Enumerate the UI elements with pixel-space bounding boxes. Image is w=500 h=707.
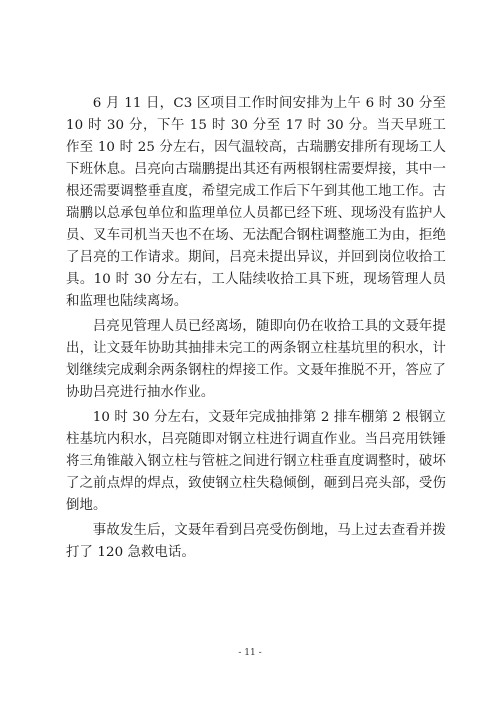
document-body <box>66 93 446 567</box>
paragraph-accident-process: 10 时 30 分左右，文聂年完成抽排第 2 排车棚第 2 根钢立柱基坑内积水，吕亮随即对钢立柱进行调直作业。当吕亮用铁锤将三角锥敲入钢立柱与管桩之间进行钢立柱垂直度调整时，破坏了之前点焊的焊点，致使钢立柱失稳倾倒，砸到吕亮头部，受伤倒地。 <box>66 410 446 513</box>
paragraph-request-assistance: 吕亮见管理人员已经离场，随即向仍在收拾工具的文聂年提出，让文聂年协助其抽排未完工的两条钢立柱基坑里的积水，计划继续完成剩余两条钢柱的焊接工作。文聂年推脱不开，答应了协助吕亮进行抽水作业。 <box>66 319 446 400</box>
paragraph-work-schedule: 6 月 11 日，C3 区项目工作时间安排为上午 6 时 30 分至 10 时 30 分，下午 15 时 30 分至 17 时 30 分。当天早班工作至 10 时 25 分左右，因气温较高，古瑞鹏安排所有现场工人下班休息。吕亮向古瑞鹏提出其还有两根钢柱需要焊接，其中一根还需要调整垂直度，希望完成工作后下午到其他工地工作。古瑞鹏以总承包单位和监理单位人员都已经下班、现场没有监护人员、叉车司机当天也不在场、无法配合钢柱调整施工为由，拒绝了吕亮的工作请求。期间，吕亮未提出异议，并回到岗位收拾工具。10 时 30 分左右，工人陆续收拾工具下班，现场管理人员和监理也陆续离场。 <box>66 96 446 309</box>
paragraph-emergency-call: 事故发生后，文聂年看到吕亮受伤倒地，马上过去查看并拨打了 120 急救电话。 <box>66 523 446 560</box>
page-number: - 11 - <box>238 648 262 658</box>
